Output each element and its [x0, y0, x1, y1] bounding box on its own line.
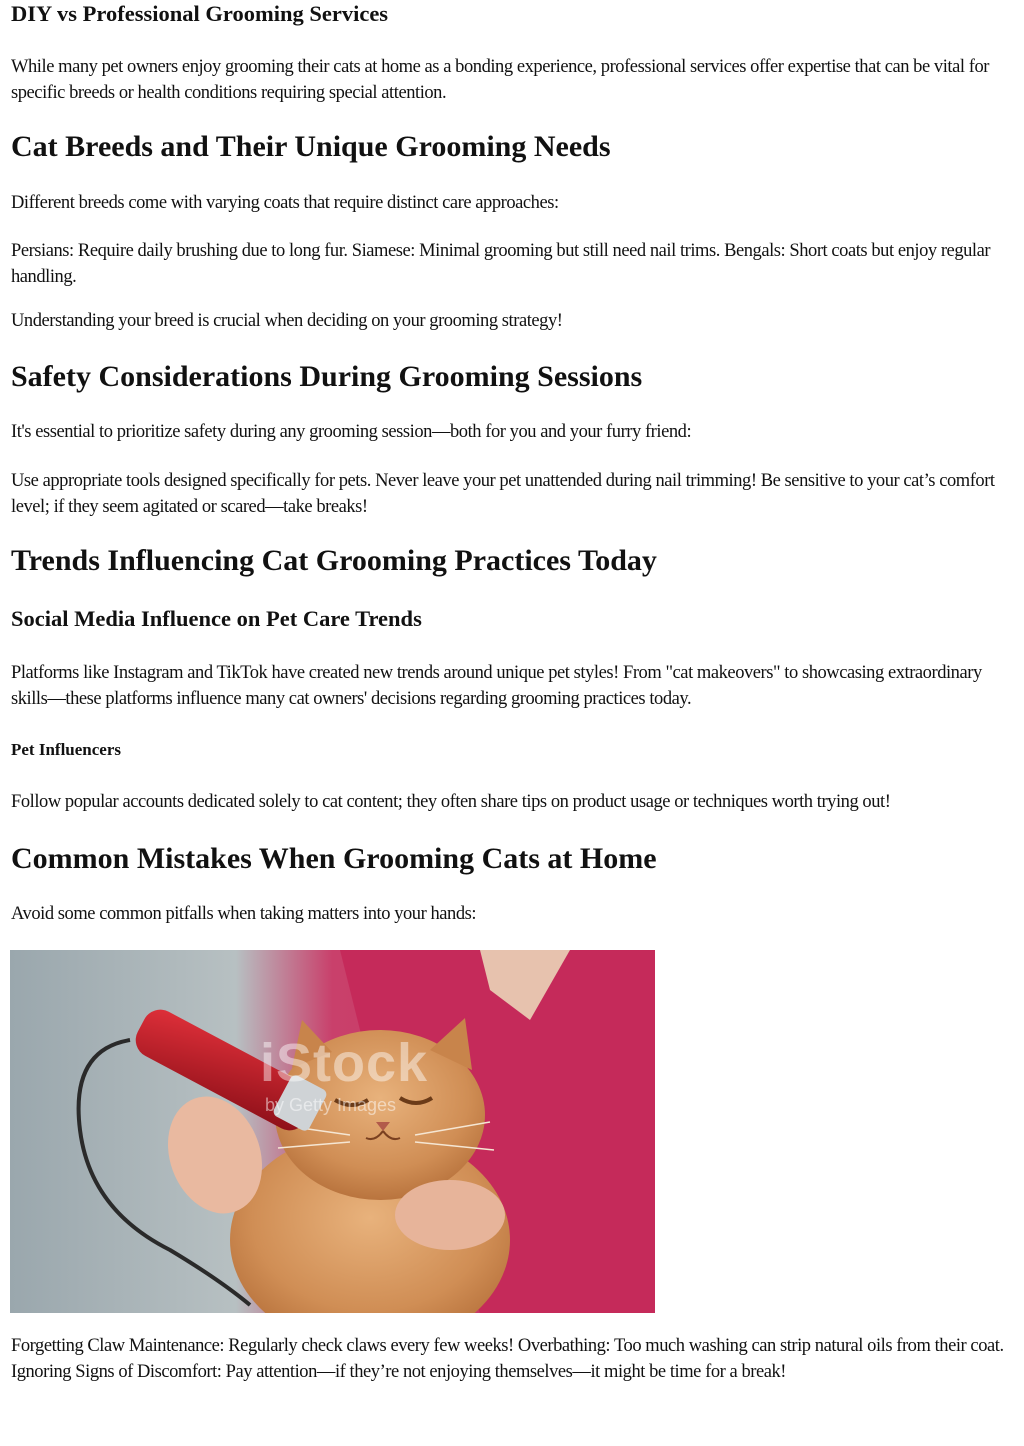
- mistakes-list: Forgetting Claw Maintenance: Regularly check claws every few weeks! Overbathing: Too much washing can strip natural oils from their coat. Ignoring Signs of Discomfort: Pay attention—if they’re not enjoying themselves—it might be time for a break!: [11, 1336, 1004, 1382]
- social-paragraph: Platforms like Instagram and TikTok have created new trends around unique pet styles! From "cat makeovers" to showcasing extraordinary skills—these platforms influence many cat owners' decisions regarding grooming practices today.: [11, 663, 982, 709]
- breeds-heading: Cat Breeds and Their Unique Grooming Needs: [11, 130, 611, 163]
- breeds-outro: Understanding your breed is crucial when deciding on your grooming strategy!: [11, 311, 563, 331]
- diy-heading: DIY vs Professional Grooming Services: [11, 1, 389, 26]
- influencers-heading: Pet Influencers: [11, 740, 122, 759]
- mistakes-intro: Avoid some common pitfalls when taking matters into your hands:: [11, 904, 477, 924]
- safety-intro: It's essential to prioritize safety during any grooming session—both for you and your furry friend:: [11, 422, 692, 442]
- breeds-intro: Different breeds come with varying coats that require distinct care approaches:: [11, 193, 559, 213]
- cat-grooming-illustration: [10, 950, 655, 1313]
- watermark-sub: by Getty Images: [265, 1095, 397, 1115]
- safety-list: Use appropriate tools designed specifically for pets. Never leave your pet unattended during nail trimming! Be sensitive to your cat’s comfort level; if they seem agitated or scared—take breaks!: [11, 471, 995, 517]
- influencers-paragraph: Follow popular accounts dedicated solely to cat content; they often share tips on product usage or techniques worth trying out!: [11, 792, 891, 812]
- safety-heading: Safety Considerations During Grooming Sessions: [11, 360, 643, 393]
- breeds-list: Persians: Require daily brushing due to long fur. Siamese: Minimal grooming but still need nail trims. Bengals: Short coats but enjoy regular handling.: [11, 241, 991, 287]
- cat-grooming-photo: [10, 950, 655, 1313]
- trends-heading: Trends Influencing Cat Grooming Practices Today: [11, 544, 657, 577]
- mistakes-heading: Common Mistakes When Grooming Cats at Home: [11, 842, 657, 875]
- social-heading: Social Media Influence on Pet Care Trends: [11, 606, 422, 631]
- watermark-main: iStock: [260, 1033, 429, 1093]
- diy-paragraph: While many pet owners enjoy grooming their cats at home as a bonding experience, professional services offer expertise that can be vital for specific breeds or health conditions requiring special attention.: [11, 57, 989, 103]
